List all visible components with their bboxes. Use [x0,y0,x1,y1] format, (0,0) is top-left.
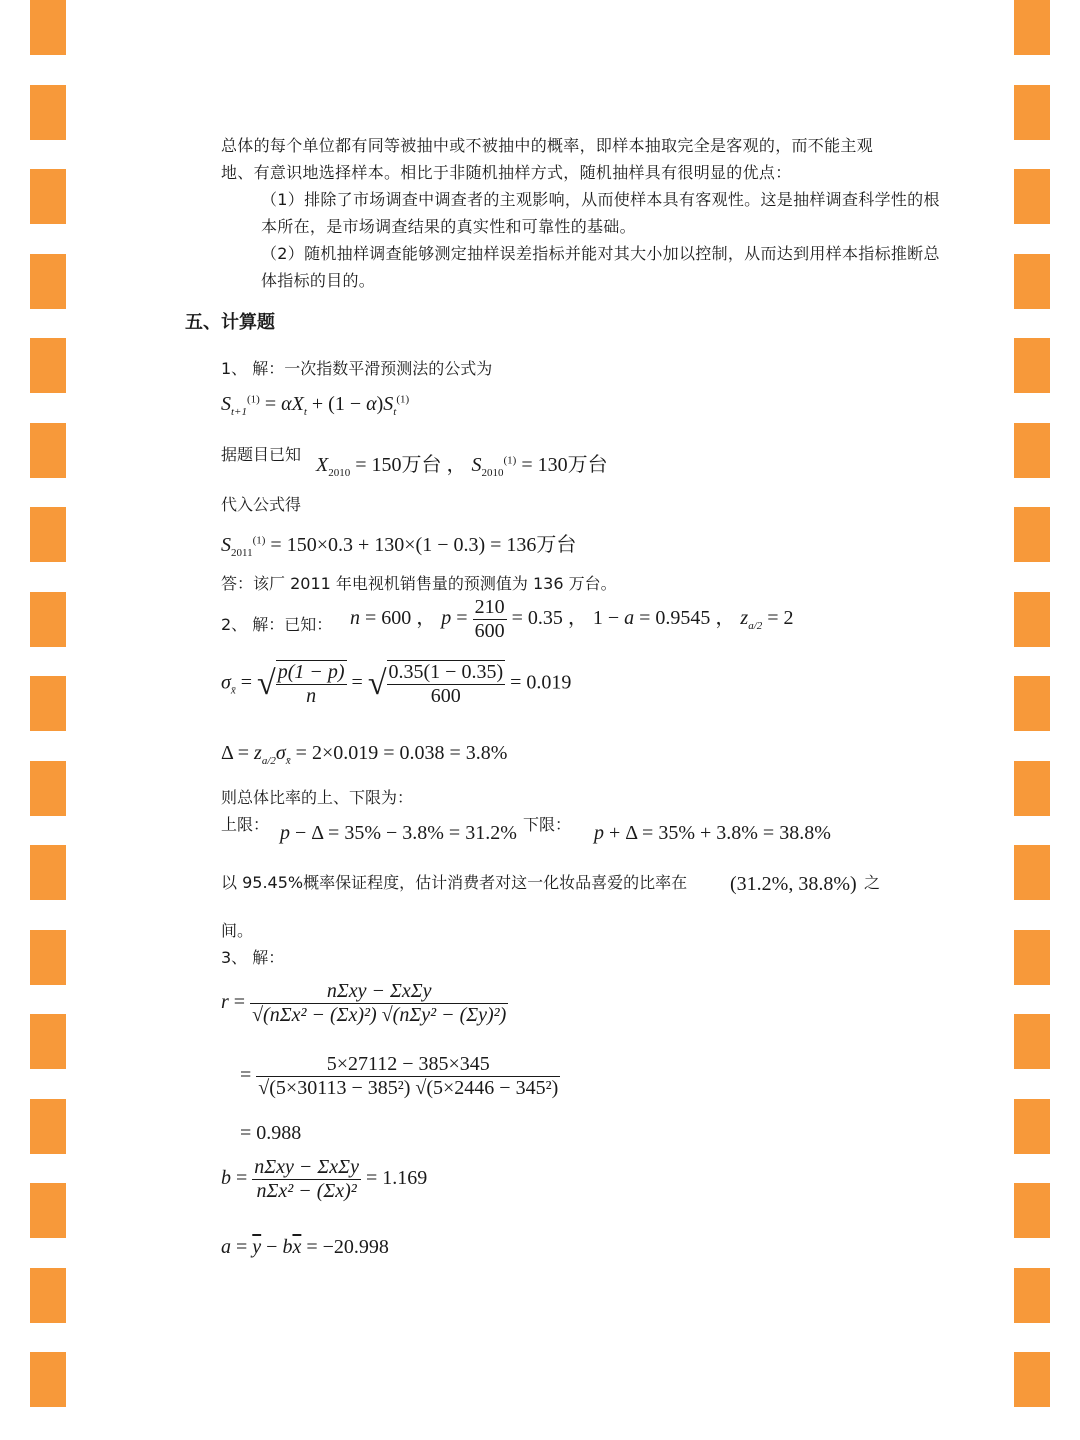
stripe-block [1014,1014,1050,1069]
stripe-block [30,338,66,393]
q2-label: 2、 解：已知： [221,615,333,634]
stripe-block [30,1099,66,1154]
stripe-block [1014,507,1050,562]
right-decorative-stripe [1014,0,1050,1440]
q3-b-formula: b = $\frac{\text{nΣxy − ΣxΣy}}{\text{nΣx² − (Σx)²}}$ = 1.169 [221,1156,428,1202]
stripe-block [1014,423,1050,478]
stripe-block [1014,85,1050,140]
stripe-block [1014,1099,1050,1154]
stripe-block [1014,0,1050,55]
q3-r-formula: r = $\frac{\text{nΣxy − ΣxΣy}}{\text{√(nΣx² − (Σx)²) √(nΣy² − (Σy)²)}}$ [221,980,507,1026]
q1-calc: $S_{2011}^{(1)} = 150\times 0.3 + 130\times(1 - 0.3) = 136$万台 [221,534,577,559]
stripe-block [1014,338,1050,393]
stripe-block [30,1014,66,1069]
q3-a-formula: $a = \overline{y} - b\overline{x} = -20.998$ [221,1236,389,1258]
stripe-block [1014,1352,1050,1407]
q2-interval: (31.2%, 38.8%) [730,873,857,895]
q1-known-values: $X_{2010} = 150$万台 ， $S_{2010}^{(1)} = 130$万台 [316,454,608,479]
stripe-block [30,845,66,900]
stripe-block [30,423,66,478]
stripe-block [30,0,66,55]
q1-formula: $S_{t+1}^{(1)} = \alpha X_t + (1 - \alpha)S_t^{(1)}$ [221,393,410,418]
stripe-block [30,1183,66,1238]
stripe-block [1014,930,1050,985]
q2-given: n = 600 ， p = $\frac{210}{600}$ = 0.35 ， 1 − a = 0.9545 ， $z_{a/2} = 2$ [350,596,794,642]
stripe-block [30,169,66,224]
q2-lower-label: 下限： [523,815,572,834]
q3-r-numbers: = $\frac{5\times 27112 - 385\times 345}{\text{√(5×30113 − 385²) √(5×2446 − 345²)}}$ [240,1053,559,1099]
left-decorative-stripe [30,0,66,1440]
stripe-block [1014,1183,1050,1238]
stripe-block [1014,592,1050,647]
stripe-block [30,930,66,985]
q2-conclusion-text: 以 95.45%概率保证程度，估计消费者对这一化妆品喜爱的比率在 [221,873,688,892]
q2-bounds-label: 则总体比率的上、下限为： [221,788,414,807]
q2-lower: p + Δ = 35% + 3.8% = 38.8% [594,822,831,844]
stripe-block [1014,761,1050,816]
q3-r-result: = 0.988 [240,1122,302,1144]
stripe-block [30,1352,66,1407]
q2-delta: $\Delta = z_{a/2}\sigma_{x̄} = 2\times 0.019 = 0.038 = 3.8\%$ [221,742,508,767]
stripe-block [30,85,66,140]
q2-upper-label: 上限： [221,815,270,834]
stripe-block [1014,845,1050,900]
q1-substitute-label: 代入公式得 [221,495,302,514]
stripe-block [30,592,66,647]
q2-conclusion-post: 之 [864,873,881,892]
q3-label: 3、 解： [221,948,285,967]
section-heading: 五、计算题 [185,312,275,333]
stripe-block [1014,676,1050,731]
stripe-block [1014,169,1050,224]
q2-sigma: $\sigma_{x̄}$ = √ $\frac{p(1 - p)}{n}$ = √ $\frac{0.35(1 - 0.35)}{600}$ = 0.019 [221,661,572,707]
q1-label: 1、 解：一次指数平滑预测法的公式为 [221,359,493,378]
stripe-block [1014,254,1050,309]
advantage-1-paragraph: （1）排除了市场调查中调查者的主观影响，从而使样本具有客观性。这是抽样调查科学性的根本所在，是市场调查结果的真实性和可靠性的基础。 [261,190,940,236]
stripe-block [30,761,66,816]
stripe-block [30,254,66,309]
q2-conclusion-end: 间。 [221,921,254,940]
stripe-block [1014,1268,1050,1323]
q1-answer: 答：该厂 2011 年电视机销售量的预测值为 136 万台。 [221,574,617,593]
intro-paragraph: 总体的每个单位都有同等被抽中或不被抽中的概率，即样本抽取完全是客观的，而不能主观地、有意识地选择样本。相比于非随机抽样方式，随机抽样具有很明显的优点： [221,136,874,182]
advantage-2-paragraph: （2）随机抽样调查能够测定抽样误差指标并能对其大小加以控制，从而达到用样本指标推断总体指标的目的。 [261,244,940,290]
q2-upper: p − Δ = 35% − 3.8% = 31.2% [280,822,517,844]
stripe-block [30,1268,66,1323]
stripe-block [30,676,66,731]
stripe-block [30,507,66,562]
q1-known-label: 据题目已知 [221,445,302,464]
